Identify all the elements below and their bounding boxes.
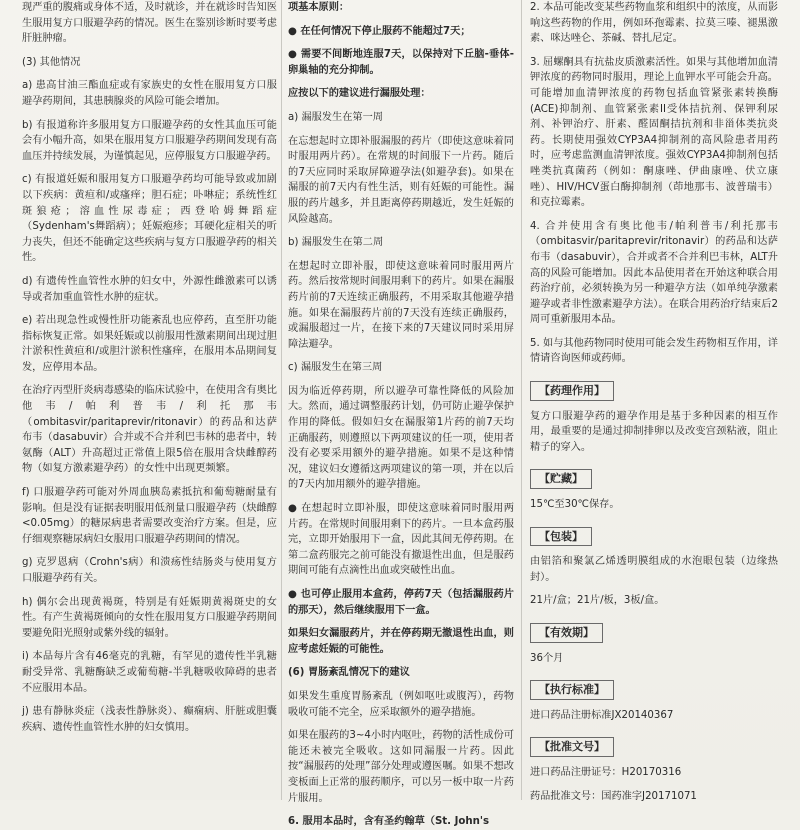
paragraph-validity: 36个月 — [530, 652, 564, 664]
paragraph-hcv: 在治疗丙型肝炎病毒感染的临床试验中，在使用含有奥比他韦/帕利普韦/利托那韦（ombitasvir/paritaprevir/ritonavir）的药品和达萨布韦（dasabuvir）合并或不合并利巴韦林的患者中，转氨酶（ALT）升高超过正常值上限5倍在服用含炔雌醇药物（如复方激素避孕药）的女性中出现更频繁。 — [22, 385, 277, 475]
column-right — [530, 0, 778, 800]
interaction-2: 2. 本品可能改变某些药物血浆和组织中的浓度，从而影响这些药物的作用，例如环孢霉素、拉莫三嗪、褪黑激素、咪达唑仑、茶碱、替扎尼定。 — [530, 2, 778, 45]
column-middle — [288, 0, 514, 828]
section-header-standard: 【执行标准】 — [530, 680, 614, 700]
paragraph-packaging-count: 21片/盒；21片/板，3板/盒。 — [530, 595, 665, 607]
item-f: f) 口服避孕药可能对外周血胰岛素抵抗和葡萄糖耐量有影响。但是没有证据表明服用低剂量口服避孕药（炔雌醇<0.05mg）的糖尿病患者需要改变治疗方案。但是，应仔细观察糖尿病妇女服用口服避孕药期间的情况。 — [22, 487, 277, 545]
column-divider-2 — [521, 0, 522, 800]
paragraph-packaging: 由铝箔和聚氯乙烯透明膜组成的水泡眼包装（边缘热封）。 — [530, 556, 778, 583]
principle-1: ● 在任何情况下停止服药不能超过7天； — [288, 25, 471, 37]
option-2: ● 也可停止服用本盒药，停药7天（包括漏服药片的那天），然后继续服用下一盒。 — [288, 589, 514, 616]
heading-week-2: b) 漏服发生在第二周 — [288, 237, 384, 249]
item-j: j) 患有静脉炎症（浅表性静脉炎）、癫痫病、肝脏或胆囊疾病、遗传性血管性水肿的妇女慎用。 — [22, 706, 277, 733]
paragraph-principles: 项基本原则： — [288, 2, 350, 13]
section-header-validity: 【有效期】 — [530, 623, 603, 643]
interaction-3: 3. 屈螺酮具有抗盐皮质激素活性。如果与其他增加血清钾浓度的药物同时服用，理论上血钾水平可能会升高。可能增加血清钾浓度的药物包括血管紧张素转换酶(ACE)抑制剂、血管紧张素II受体拮抗剂、保钾利尿剂、补钾治疗、肝素、醛固酮拮抗剂和非甾体类抗炎药。长期使用强效CYP3A4抑制剂的高风险患者用药时，应考虑监测血清钾浓度。强效CYP3A4抑制剂包括唑类抗真菌药（例如：酮康唑、伊曲康唑、伏立康唑）、HIV/HCV蛋白酶抑制剂（茚地那韦、波普瑞韦）和克拉霉素。 — [530, 56, 778, 209]
paragraph-week-1: 在忘想起时立即补服漏服的药片（即使这意味着同时服用两片药）。在常规的时间服下一片药。随后的7天应同时采取屏障避孕法(如避孕套)。如果在漏服的前7天内有性生活，则有妊娠的可能性。漏服的药片越多，并且距离停药期越近，发生妊娠的风险越高。 — [288, 135, 514, 225]
interaction-5: 5. 如与其他药物同时使用可能会发生药物相互作用，详情请咨询医师或药师。 — [530, 337, 778, 365]
item-b: b) 有报道称许多服用复方口服避孕药的女性其血压可能会有小幅升高，如果在服用复方口服避孕药期间发现有高血压并持续发展，为谨慎起见，应停服复方口服避孕药。 — [22, 119, 277, 162]
column-divider-1 — [281, 0, 282, 800]
paragraph-pharmacology: 复方口服避孕药的避孕作用是基于多种因素的相互作用，最重要的是通过抑制排卵以及改变宫颈粘液，阻止精子的穿入。 — [530, 410, 778, 453]
item-g: g) 克罗恩病（Crohn's病）和溃疡性结肠炎与使用复方口服避孕药有关。 — [22, 557, 277, 584]
paragraph-storage: 15℃至30℃保存。 — [530, 499, 620, 511]
paragraph-week-3: 因为临近停药期，所以避孕可靠性降低的风险加大。然而，通过调整服药计划，仍可防止避孕保护作用的降低。假如妇女在漏服第1片药的前7天均正确服药，则遵照以下两项建议的任一项，使用者没有必要采用额外的避孕措施。如果不是这种情况，建议妇女遵循这两项建议的第一项，并在以后的7天内加用额外的避孕措施。 — [288, 385, 514, 491]
paragraph-gi-1: 如果发生重度胃肠紊乱（例如呕吐或腹泻），药物吸收可能不完全，应采取额外的避孕措施。 — [288, 690, 514, 718]
paragraph-approval-2: 药品批准文号：国药准字J20171071 — [530, 790, 697, 802]
item-h: h) 偶尔会出现黄褐斑，特别是有妊娠期黄褐斑史的女性。有产生黄褐斑倾向的女性在服用复方口服避孕药期间要避免阳光照射或紫外线的辐射。 — [22, 596, 277, 639]
paragraph-no-withdrawal-bleed: 如果妇女漏服药片，并在停药期无撤退性出血，则应考虑妊娠的可能性。 — [288, 628, 514, 655]
option-1: ● 在想起时立即补服，即使这意味着同时服用两片药。在常规时间服用剩下的药片。一旦本盒药服完，立即开始服用下一盒，因此其间无停药期。在第二盒药服完之前可能没有撤退性出血，但是服药期间可能有点滴性出血或突破性出血。 — [288, 503, 514, 577]
item-a: a) 患高甘油三酯血症或有家族史的女性在服用复方口服避孕药期间，其患胰腺炎的风险可能会增加。 — [22, 80, 277, 107]
paragraph-standard: 进口药品注册标准JX20140367 — [530, 709, 674, 721]
paragraph-missed-dose-advice: 应按以下的建议进行漏服处理： — [288, 88, 431, 100]
item-i: i) 本品每片含有46毫克的乳糖，有罕见的遗传性半乳糖耐受异常、乳糖酶缺乏或葡萄糖-半乳糖吸收障碍的患者不应服用本品。 — [22, 651, 277, 694]
heading-gi-disturbance: (6) 胃肠紊乱情况下的建议 — [288, 667, 410, 679]
section-header-storage: 【贮藏】 — [530, 469, 592, 489]
principle-2: ● 需要不间断地连服7天，以保持对下丘脑-垂体-卵巢轴的充分抑制。 — [288, 49, 514, 76]
heading-week-1: a) 漏服发生在第一周 — [288, 111, 383, 123]
heading-week-3: c) 漏服发生在第三周 — [288, 362, 383, 374]
interaction-4: 4. 合并使用含有奥比他韦/帕利普韦/利托那韦（ombitasvir/paritaprevir/ritonavir）的药品和达萨布韦（dasabuvir），合并或者不合并利巴韦林，ALT升高的风险可能增加。因此本品使用者在开始这种联合用药治疗前，必须转换为另一种避孕方法（如单纯孕激素避孕或者非性激素避孕方法）。在联合用药治疗结束后2周可重新服用本品。 — [530, 220, 778, 326]
paragraph-intro: 现严重的腹痛或身体不适，及时就诊，并在就诊时告知医生服用复方口服避孕药的情况。医生在鉴别诊断时要考虑肝脏肿瘤。 — [22, 2, 277, 45]
item-c: c) 有报道妊娠和服用复方口服避孕药均可能导致或加剧以下疾病：黄疸和/或瘙痒；胆石症；卟啉症；系统性红斑狼疮；溶血性尿毒症；西登哈姆舞蹈症（Sydenham's舞蹈病）；妊娠疱疹；耳硬化症相关的听力丧失，但还不能确定这些疾病与复方口服避孕药的相关性。 — [22, 174, 277, 264]
item-d: d) 有遗传性血管性水肿的妇女中，外源性雌激素可以诱导或者加重血管性水肿的症状。 — [22, 275, 277, 303]
paragraph-approval-1: 进口药品注册证号：H20170316 — [530, 766, 682, 778]
paragraph-6: 6. 服用本品时，含有圣约翰草（St. John's — [288, 816, 490, 828]
heading-other-conditions: (3) 其他情况 — [22, 56, 81, 68]
item-e: e) 若出现急性或慢性肝功能紊乱也应停药，直至肝功能指标恢复正常。如果妊娠或以前服用性激素期间出现过胆汁淤积性黄疸和/或胆汁淤积性瘙痒，在服用本品期间复发，应停用本品。 — [22, 315, 277, 373]
column-left — [22, 0, 277, 800]
section-header-packaging: 【包装】 — [530, 527, 592, 547]
paragraph-gi-2: 如果在服药的3~4小时内呕吐，药物的活性成份可能还未被完全吸收。这如同漏服一片药。因此按“漏服药的处理”部分处理或遵医嘱。如果不想改变板面上正常的服药顺序，可以另一板中取一片药片服用。 — [288, 730, 514, 804]
section-header-approval: 【批准文号】 — [530, 737, 614, 757]
section-header-pharmacology: 【药理作用】 — [530, 381, 614, 401]
paragraph-week-2: 在想起时立即补服，即使这意味着同时服用两片药。然后按常规时间服用剩下的药片。如果在漏服药片前的7天连续正确服药，不用采取其他避孕措施。如果在漏服药片前的7天没有连续正确服药，或漏服超过一片，在接下来的7天建议同时采用屏障法避孕。 — [288, 260, 514, 350]
